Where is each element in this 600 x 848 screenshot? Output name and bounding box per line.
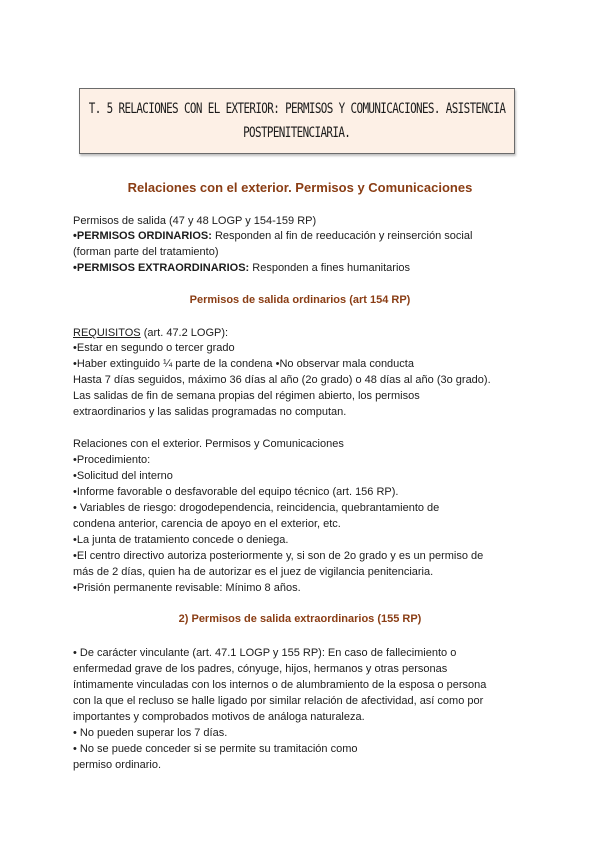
- section-heading-extraordinarios: 2) Permisos de salida extraordinarios (155 RP): [178, 613, 422, 625]
- procedimiento-line: •Informe favorable o desfavorable del equipo técnico (art. 156 RP).: [73, 486, 399, 498]
- extraordinarios-line: importantes y comprobados motivos de análoga naturaleza.: [73, 711, 365, 723]
- requisitos-line: •Haber extinguido ¼ parte de la condena •No observar mala conducta: [73, 358, 414, 370]
- section-heading-relaciones: Relaciones con el exterior. Permisos y Comunicaciones: [127, 180, 473, 195]
- extraordinarios-line: enfermedad grave de los padres, cónyuge, hijos, hermanos y otras personas: [73, 663, 448, 675]
- requisitos-line: Las salidas de fin de semana propias del régimen abierto, los permisos: [73, 390, 420, 402]
- procedimiento-line: más de 2 días, quien ha de autorizar es el juez de vigilancia penitenciaria.: [73, 566, 434, 578]
- extraordinarios-line: íntimamente vinculadas con los internos o de alumbramiento de la esposa o persona: [73, 679, 487, 691]
- extraordinarios-line: • No se puede conceder si se permite su tramitación como: [73, 743, 358, 755]
- document-title-line-1: T. 5 RELACIONES CON EL EXTERIOR: PERMISOS Y COMUNICACIONES. ASISTENCIA: [88, 101, 506, 117]
- procedimiento-line: • Variables de riesgo: drogodependencia, reincidencia, quebrantamiento de: [73, 502, 440, 514]
- intro-extraordinarios: [73, 261, 410, 276]
- requisitos-ref: (art. 47.2 LOGP):: [140, 327, 229, 339]
- document-title-box: [79, 88, 515, 154]
- procedimiento-line: condena anterior, carencia de apoyo en el exterior, etc.: [73, 518, 341, 530]
- procedimiento-line: •Prisión permanente revisable: Mínimo 8 años.: [73, 582, 301, 594]
- extraordinarios-line: • No pueden superar los 7 días.: [73, 727, 228, 739]
- ordinarios-text: Responden al fin de reeducación y reinserción social: [211, 230, 473, 242]
- extraordinarios-line: con la que el recluso se halle ligado por similar relación de afectividad, así como por: [73, 695, 484, 707]
- procedimiento-line: •La junta de tratamiento concede o deniega.: [73, 534, 289, 546]
- extraordinarios-line: permiso ordinario.: [73, 759, 162, 771]
- intro-line: Permisos de salida (47 y 48 LOGP y 154-159 RP): [73, 215, 317, 227]
- requisitos-heading: [73, 326, 228, 341]
- procedimiento-line: Relaciones con el exterior. Permisos y Comunicaciones: [73, 438, 344, 450]
- section-heading-ordinarios: Permisos de salida ordinarios (art 154 RP): [189, 294, 411, 306]
- requisitos-line: •Estar en segundo o tercer grado: [73, 342, 235, 354]
- intro-ordinarios: [73, 229, 472, 244]
- extra-label: •PERMISOS EXTRAORDINARIOS:: [73, 262, 250, 274]
- document-title-line-2: POSTPENITENCIARIA.: [243, 125, 351, 141]
- extra-text: Responden a fines humanitarios: [249, 262, 411, 274]
- requisitos-line: extraordinarios y las salidas programadas no computan.: [73, 406, 347, 418]
- procedimiento-line: •Solicitud del interno: [73, 470, 173, 482]
- requisitos-line: Hasta 7 días seguidos, máximo 36 días al año (2o grado) o 48 días al año (3o grado).: [73, 374, 491, 386]
- ordinarios-label: •PERMISOS ORDINARIOS:: [73, 230, 212, 242]
- intro-ordinarios-cont: (forman parte del tratamiento): [73, 246, 219, 258]
- procedimiento-line: •El centro directivo autoriza posteriormente y, si son de 2o grado y es un permiso de: [73, 550, 484, 562]
- procedimiento-line: •Procedimiento:: [73, 454, 151, 466]
- extraordinarios-line: • De carácter vinculante (art. 47.1 LOGP y 155 RP): En caso de fallecimiento o: [73, 647, 457, 659]
- requisitos-label: REQUISITOS: [73, 327, 141, 339]
